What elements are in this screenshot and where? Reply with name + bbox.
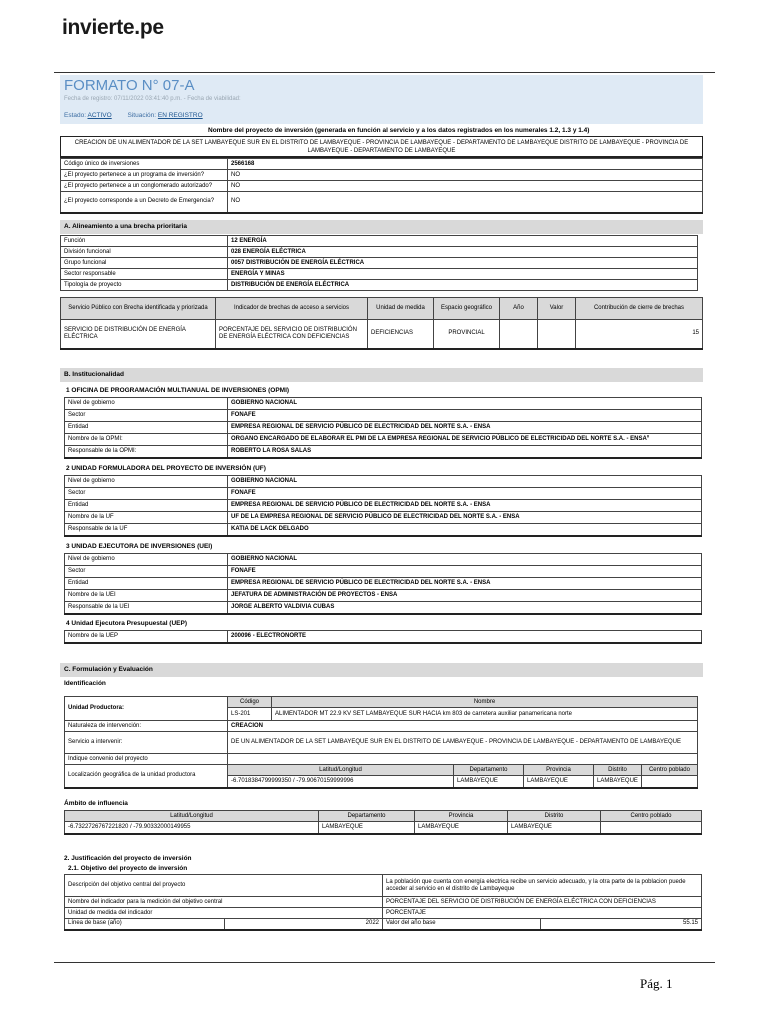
table-row: ¿El proyecto pertenece a un conglomerado autorizado? NO [61, 181, 703, 192]
situacion-value[interactable]: EN REGISTRO [157, 112, 203, 119]
table-row: Función 12 ENERGÍA [61, 236, 698, 247]
table-row: Nivel de gobierno GOBIERNO NACIONAL [65, 554, 702, 566]
table-row: LS-201 ALIMENTADOR MT 22.9 KV SET LAMBAYEQUE SUR HACIA km 803 de carretera auxiliar panamericana norte [65, 708, 698, 721]
table-row: Descripción del objetivo central del proyecto La población que cuenta con energía electrica recibe un servicio adecuado, y la otra parte de la poblacion puede acceder al servicio en el distrito de Lambayeque [65, 875, 702, 897]
table-row: Unidad de medida del indicador PORCENTAJE [65, 908, 702, 919]
table-row: Nombre de la UEP 200096 - ELECTRONORTE [65, 631, 702, 643]
table-row: -6.7322726767221820 / -79.90332000149955 LAMBAYEQUE LAMBAYEQUE LAMBAYEQUE [65, 822, 702, 834]
table-row: Servicio a intervenir: DE UN ALIMENTADOR DE LA SET LAMBAYEQUE SUR EN EL DISTRITO DE LAMBAYEQUE - PROVINCIA DE LAMBAYEQUE - DEPARTAMENTO DE LAMBAYEQUE [65, 732, 698, 754]
estado-label: Estado: [64, 112, 87, 119]
table-row: Nivel de gobierno GOBIERNO NACIONAL [65, 398, 702, 410]
table-header-row: Localización geográfica de la unidad productora Latitud/Longitud Departamento Provincia Distrito Centro poblado [65, 765, 698, 776]
project-name-heading: Nombre del proyecto de inversión (generada en función al servicio y a los datos registrados en los numerales 1.2, 1.3 y 1.4) [208, 127, 590, 134]
top-rule [54, 72, 715, 73]
table-row: Nombre de la UEI JEFATURA DE ADMINISTRACIÓN DE PROYECTOS - ENSA [65, 590, 702, 602]
table-row: Indique convenio del proyecto [65, 754, 698, 765]
table-row: Grupo funcional 0057 DISTRIBUCIÓN DE ENERGÍA ELÉCTRICA [61, 258, 698, 269]
table-row: Entidad EMPRESA REGIONAL DE SERVICIO PÚBLICO DE ELECTRICIDAD DEL NORTE S.A. - ENSA [65, 578, 702, 590]
table-row: Código único de inversiones 2566168 [61, 159, 703, 170]
invierte-logo: invierte.pe [62, 16, 164, 39]
uep-title: 4 Unidad Ejecutora Presupuestal (UEP) [66, 620, 188, 627]
table-row: Nivel de gobierno GOBIERNO NACIONAL [65, 476, 702, 488]
ambito-title: Ámbito de influencia [64, 800, 128, 807]
page-title: FORMATO N° 07-A [64, 77, 195, 94]
table-row: Línea de base (año) 2022 Valor del año base 55.15 [65, 919, 702, 930]
uep-table [64, 630, 702, 644]
objetivo-subtitle: 2.1. Objetivo del proyecto de inversión [68, 865, 188, 872]
uei-title: 3 UNIDAD EJECUTORA DE INVERSIONES (UEI) [66, 543, 213, 550]
table-row: Entidad EMPRESA REGIONAL DE SERVICIO PÚBLICO DE ELECTRICIDAD DEL NORTE S.A. - ENSA [65, 422, 702, 434]
table-row: Nombre del indicador para la medición del objetivo central PORCENTAJE DEL SERVICIO DE DISTRIBUCIÓN DE ENERGÍA ELÉCTRICA CON DEFICIENCIAS [65, 897, 702, 908]
table-row: Nombre de la OPMI: ORGANO ENCARGADO DE ELABORAR EL PMI DE LA EMPRESA REGIONAL DE SERVICIO PÚBLICO DE ELECTRICIDAD DEL NORTE S.A. - ENSAº [65, 434, 702, 446]
table-row: -6.70183847999993​50 / -79.90670159999996 LAMBAYEQUE LAMBAYEQUE LAMBAYEQUE [65, 776, 698, 788]
table-row: Responsable de la UF KATIA DE LACK DELGADO [65, 524, 702, 536]
ambito-table [64, 810, 702, 835]
table-row: SERVICIO DE DISTRIBUCIÓN DE ENERGÍA ELÉCTRICA PORCENTAJE DEL SERVICIO DE DISTRIBUCIÓN DE ENERGÍA ELÉCTRICA CON DEFICIENCIAS DEFICIENCIAS PROVINCIAL 15 [61, 320, 703, 349]
identification-table [64, 696, 698, 789]
table-row: Sector FONAFE [65, 488, 702, 500]
page-number: Pág. 1 [640, 976, 673, 991]
table-row: Naturaleza de intervención: CREACION [65, 721, 698, 732]
table-row: Sector responsable ENERGÍA Y MINAS [61, 269, 698, 280]
opmi-title: 1 OFICINA DE PROGRAMACIÓN MULTIANUAL DE INVERSIONES (OPMI) [66, 387, 290, 394]
project-name: CREACION DE UN ALIMENTADOR DE LA SET LAMBAYEQUE SUR EN EL DISTRITO DE LAMBAYEQUE - PROVINCIA DE LAMBAYEQUE - DEPARTAMENTO DE LAMBAYEQUE DISTRITO DE LAMBAYEQUE - PROVINCIA DE LAMBAYEQUE - DEPARTAMENTO DE LAMBAYEQUE [60, 136, 703, 158]
table-row: Responsable de la UEI JORGE ALBERTO VALDIVIA CUBAS [65, 602, 702, 614]
section-a-band: A. Alineamiento a una brecha prioritaria [60, 220, 703, 234]
uf-table [64, 475, 702, 537]
table-header-row: Latitud/Longitud Departamento Provincia Distrito Centro poblado [65, 811, 702, 822]
table-row: ¿El proyecto pertenece a un programa de inversión? NO [61, 170, 703, 181]
table-row: División funcional 028 ENERGÍA ELÉCTRICA [61, 247, 698, 258]
uf-title: 2 UNIDAD FORMULADORA DEL PROYECTO DE INVERSIÓN (UF) [66, 465, 266, 472]
table-row: Nombre de la UF UF DE LA EMPRESA REGIONAL DE SERVICIO PÚBLICO DE ELECTRICIDAD DEL NORTE S.A. - ENSA [65, 512, 702, 524]
table-row: Sector FONAFE [65, 566, 702, 578]
estado-value[interactable]: ACTIVO [87, 112, 112, 119]
table-row: Entidad EMPRESA REGIONAL DE SERVICIO PÚBLICO DE ELECTRICIDAD DEL NORTE S.A. - ENSA [65, 500, 702, 512]
justificacion-title: 2. Justificación del proyecto de inversión [64, 855, 192, 862]
section-b-band: B. Institucionalidad [60, 368, 703, 382]
section-c-band: C. Formulación y Evaluación [60, 663, 703, 677]
bottom-rule [54, 962, 715, 963]
uei-table [64, 553, 702, 615]
alignment-table [60, 235, 698, 291]
status-line [64, 112, 203, 119]
situacion-label: Situación: [127, 112, 157, 119]
table-header-row: Servicio Público con Brecha identificada y priorizada Indicador de brechas de acceso a servicios Unidad de medida Espacio geográfico Año Valor Contribución de cierre de brechas [61, 298, 703, 320]
table-row: Responsable de la OPMI: ROBERTO LA ROSA SALAS [65, 446, 702, 458]
identificacion-title: Identificación [64, 680, 106, 687]
opmi-table [64, 397, 702, 459]
table-row: Sector FONAFE [65, 410, 702, 422]
project-info-table [60, 158, 703, 214]
registration-dates: Fecha de registro: 07/11/2022 03:41:40 p.m. - Fecha de viabilidad: [64, 96, 241, 102]
table-header-row: Unidad Productora: Código Nombre [65, 697, 698, 708]
table-row: ¿El proyecto corresponde a un Decreto de Emergencia? NO [61, 192, 703, 213]
objective-table [64, 874, 702, 931]
gap-table [60, 297, 703, 350]
table-row: Tipología de proyecto DISTRIBUCIÓN DE ENERGÍA ELÉCTRICA [61, 280, 698, 291]
